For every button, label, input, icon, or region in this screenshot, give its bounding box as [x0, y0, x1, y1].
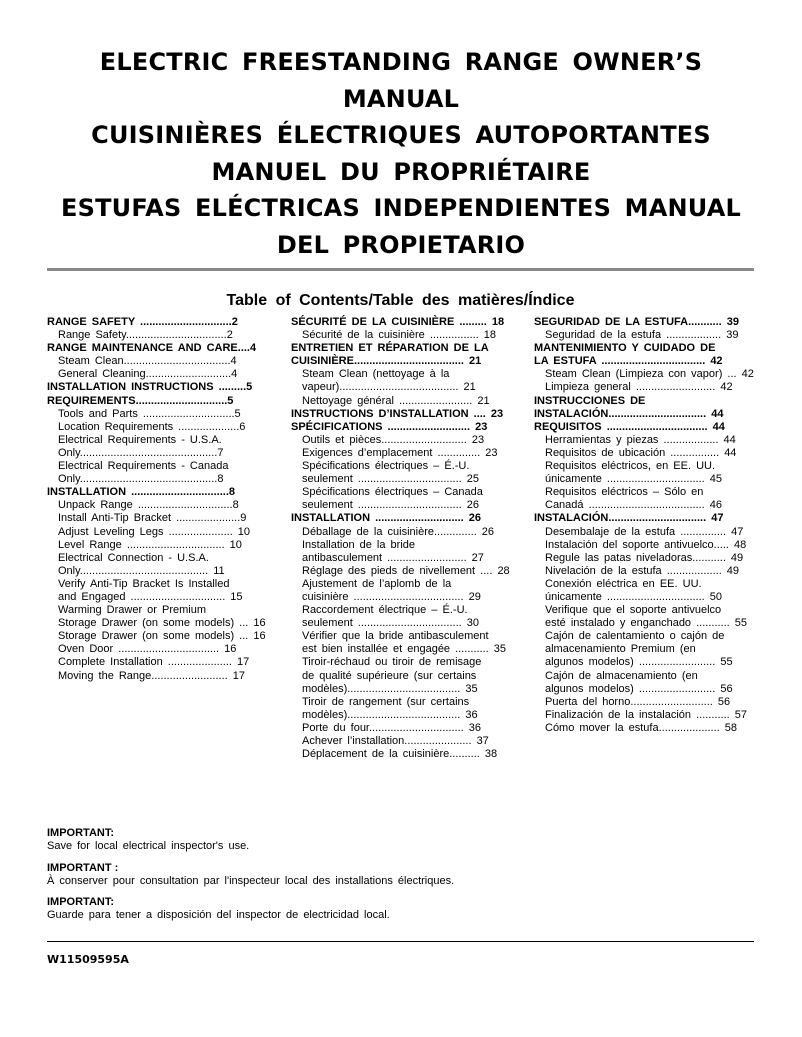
toc-entry: algunos modelos) ......................... 55 — [545, 656, 733, 669]
toc-entry: Outils et pièces............................ 23 — [302, 433, 485, 446]
toc-entry: de qualité supérieure (sur certains — [302, 669, 477, 682]
toc-entry: Tools and Parts ..............................5 — [58, 407, 241, 420]
toc-entry: Spécifications électriques – Canada — [302, 486, 483, 499]
toc-entry: Spécifications électriques – É.-U. — [302, 460, 470, 473]
toc-entry: Warming Drawer or Premium — [58, 604, 207, 617]
toc-entry: Déballage de la cuisinière.............. 26 — [302, 525, 495, 538]
toc-entry: seulement .................................. 30 — [302, 617, 480, 630]
toc-entry: Only.......................................... 11 — [58, 564, 225, 577]
toc-entry: Level Range ................................ 10 — [58, 538, 242, 551]
toc-entry: Range Safety.................................2 — [58, 329, 233, 342]
important-note-english — [47, 827, 754, 853]
toc-entry: Electrical Requirements - U.S.A. — [58, 433, 222, 446]
important-note-spanish — [47, 896, 754, 922]
toc-section-heading: RANGE SAFETY ..............................2 — [47, 316, 238, 328]
toc-entry: Electrical Requirements - Canada — [58, 460, 229, 473]
toc-entry: seulement .................................. 25 — [302, 473, 480, 486]
toc-entry: Limpieza general .......................... 42 — [545, 381, 733, 394]
toc-entry: Requisitos de ubicación ................ 44 — [545, 446, 737, 459]
title-line-5: ESTUFAS ELÉCTRICAS INDEPENDIENTES MANUAL — [61, 194, 741, 222]
toc-entry: Finalización de la instalación ........... 57 — [545, 708, 747, 721]
toc-entry: Canadá ...................................... 46 — [545, 499, 723, 512]
title-line-1: ELECTRIC FREESTANDING RANGE OWNER’S — [99, 48, 703, 76]
toc-entry: Tiroir de rangement (sur certains — [302, 695, 470, 708]
toc-entry: Moving the Range......................... 17 — [58, 669, 245, 682]
toc-entry: Sécurité de la cuisinière ................ 18 — [302, 329, 497, 342]
toc-section-heading: MANTENIMIENTO Y CUIDADO DE — [534, 342, 716, 355]
toc-entry: Steam Clean (nettoyage à la — [302, 368, 450, 381]
toc-section-heading: RANGE MAINTENANCE AND CARE....4 — [47, 342, 257, 355]
title-line-3: CUISINIÈRES ÉLECTRIQUES AUTOPORTANTES — [91, 121, 711, 149]
toc-section-heading: INSTALLATION ................................8 — [47, 486, 235, 499]
toc-entry: Instalación del soporte antivuelco..... 48 — [545, 538, 747, 551]
toc-entry: Complete Installation ..................... 17 — [58, 656, 250, 669]
toc-entry: Réglage des pieds de nivellement .... 28 — [302, 564, 510, 577]
toc-heading: Table of Contents/Table des matières/Índice — [226, 292, 575, 309]
toc-entry: Nettoyage général ........................ 21 — [302, 394, 490, 407]
toc-entry: Unpack Range ...............................8 — [58, 499, 239, 512]
toc-entry: Porte du four............................... 36 — [302, 721, 482, 734]
document-number: W11509595A — [47, 953, 129, 966]
note-title: IMPORTANT: — [47, 827, 115, 839]
toc-column-spanish — [534, 316, 782, 735]
toc-entry: Installation de la bride — [302, 538, 416, 551]
manual-title — [40, 44, 762, 263]
toc-entry: cuisinière .................................... 29 — [302, 590, 481, 603]
toc-entry: Location Requirements ....................6 — [58, 420, 246, 433]
toc-entry: algunos modelos) ......................... 56 — [545, 682, 733, 695]
toc-entry: Regule las patas niveladoras........... 49 — [545, 551, 744, 564]
title-line-2: MANUAL — [342, 84, 460, 113]
toc-section-heading: CUISINIÈRE.................................... 21 — [291, 355, 482, 368]
toc-entry: Ajustement de l’aplomb de la — [302, 577, 452, 590]
toc-entry: Storage Drawer (on some models) ... 16 — [58, 617, 266, 630]
toc-section-heading: INSTALLATION INSTRUCTIONS .........5 — [47, 381, 253, 394]
toc-entry: General Cleaning............................4 — [58, 368, 238, 381]
toc-section-heading: INSTALACIÓN................................ 47 — [534, 512, 724, 525]
toc-entry: Only.............................................7 — [58, 446, 224, 459]
toc-section-heading: REQUIREMENTS..............................5 — [47, 394, 234, 407]
toc-entry: únicamente ................................ 45 — [545, 473, 723, 486]
title-line-6: DEL PROPIETARIO — [276, 230, 526, 259]
toc-section-heading: SEGURIDAD DE LA ESTUFA........... 39 — [534, 316, 740, 328]
toc-entry: Desembalaje de la estufa ............... 47 — [545, 525, 744, 538]
toc-entry: Vérifier que la bride antibasculement — [302, 630, 489, 643]
toc-entry: Install Anti-Tip Bracket .....................9 — [58, 512, 247, 525]
title-divider — [47, 268, 754, 271]
toc-entry: Herramientas y piezas .................. 44 — [545, 433, 736, 446]
note-text: Guarde para tener a disposición del inspector de electricidad local. — [47, 909, 390, 921]
toc-entry: Only.............................................8 — [58, 473, 224, 486]
toc-entry: Cómo mover la estufa.................... 58 — [545, 721, 738, 734]
toc-entry: Tiroir-réchaud ou tiroir de remisage — [302, 656, 482, 669]
toc-entry: Cajón de calentamiento o cajón de — [545, 630, 725, 643]
toc-entry: Conexión eléctrica en EE. UU. — [545, 577, 702, 590]
note-title: IMPORTANT: — [47, 896, 115, 908]
toc-entry: seulement .................................. 26 — [302, 499, 480, 512]
toc-entry: Raccordement électrique – É.-U. — [302, 604, 468, 617]
toc-entry: Steam Clean...................................4 — [58, 355, 237, 368]
toc-entry: almacenamiento Premium (en — [545, 643, 696, 656]
toc-entry: Puerta del horno........................... 56 — [545, 695, 731, 708]
toc-entry: Verify Anti-Tip Bracket Is Installed — [58, 577, 230, 590]
note-text: À conserver pour consultation par l'inspecteur local des installations électriques. — [47, 875, 455, 887]
toc-section-heading: INSTRUCTIONS D’INSTALLATION .... 23 — [291, 407, 504, 420]
toc-section-heading: INSTRUCCIONES DE — [534, 394, 646, 407]
toc-entry: modèles)..................................... 35 — [302, 682, 478, 695]
toc-section-heading: SÉCURITÉ DE LA CUISINIÈRE ......... 18 — [291, 316, 505, 328]
toc-section-heading: REQUISITOS ................................. 44 — [534, 420, 725, 433]
toc-entry: antibasculement .......................... 27 — [302, 551, 484, 564]
toc-entry: Achever l’installation...................... 37 — [302, 735, 489, 747]
toc-entry: Cajón de almacenamiento (en — [545, 669, 698, 682]
toc-entry: Storage Drawer (on some models) ... 16 — [58, 630, 266, 643]
toc-entry: Electrical Connection - U.S.A. — [58, 551, 209, 564]
footer-divider — [47, 941, 754, 942]
note-title: IMPORTANT : — [47, 862, 119, 874]
toc-entry: esté instalado y enganchado ........... 55 — [545, 617, 748, 630]
toc-entry: Requisitos eléctricos – Sólo en — [545, 486, 704, 499]
toc-section-heading: INSTALLATION ............................. 26 — [291, 512, 482, 525]
toc-column-english — [47, 316, 285, 683]
toc-entry: Verifique que el soporte antivuelco — [545, 604, 722, 617]
toc-entry: únicamente ................................ 50 — [545, 590, 723, 603]
toc-entry: and Engaged ............................... 15 — [58, 590, 243, 603]
toc-entry: Steam Clean (Limpieza con vapor) ... 42 — [545, 368, 754, 381]
toc-entry: Seguridad de la estufa .................. 39 — [545, 329, 739, 342]
important-note-french — [47, 862, 754, 888]
title-line-4: MANUEL DU PROPRIÉTAIRE — [211, 157, 591, 186]
toc-section-heading: SPÉCIFICATIONS ........................... 23 — [291, 420, 488, 433]
toc-section-heading: INSTALACIÓN................................ 44 — [534, 407, 724, 420]
toc-column-french — [291, 316, 531, 761]
note-text: Save for local electrical inspector's use. — [47, 840, 250, 852]
toc-entry: Oven Door ................................. 16 — [58, 643, 237, 656]
toc-entry: Exigences d’emplacement .............. 23 — [302, 446, 498, 459]
toc-section-heading: LA ESTUFA .................................. 42 — [534, 355, 723, 368]
toc-entry: Nivelación de la estufa .................. 49 — [545, 564, 740, 577]
toc-section-heading: ENTRETIEN ET RÉPARATION DE LA — [291, 342, 489, 355]
toc-entry: Déplacement de la cuisinière.......... 38 — [302, 748, 498, 761]
toc-entry: vapeur)....................................... 21 — [302, 381, 476, 394]
toc-entry: Adjust Leveling Legs ..................... 10 — [58, 525, 251, 538]
toc-entry: Requisitos eléctricos, en EE. UU. — [545, 460, 716, 473]
toc-entry: est bien installée et engagée ........... 35 — [302, 643, 507, 656]
toc-entry: modèles)..................................... 36 — [302, 708, 478, 721]
